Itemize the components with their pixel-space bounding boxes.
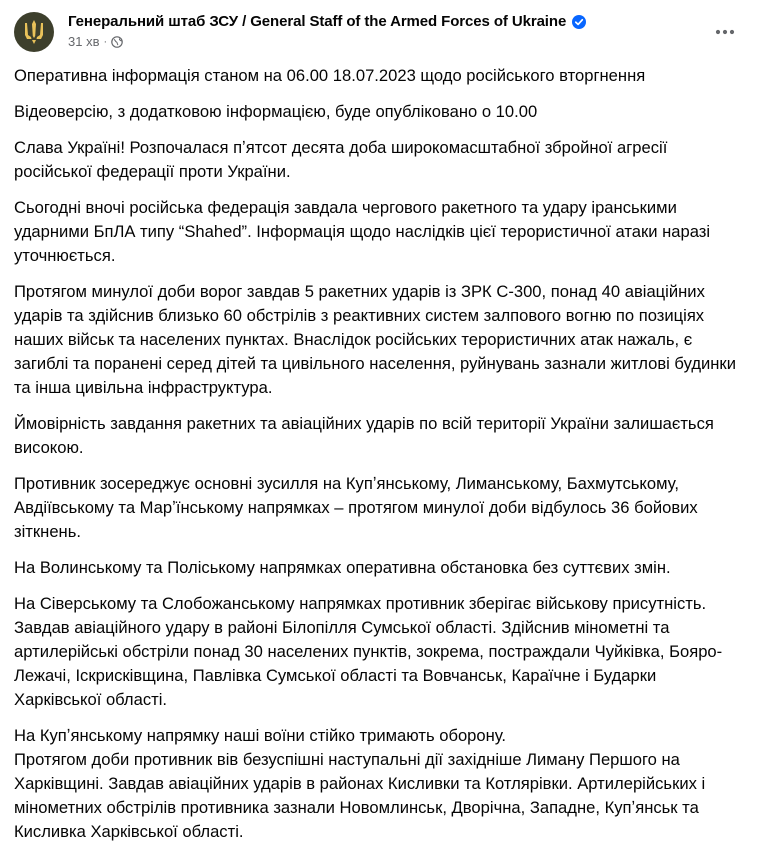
post-paragraph-kupiansk: На Купʼянському напрямку наші воїни стійко тримають оборону. [14,726,507,745]
post-paragraph-attack: Сьогодні вночі російська федерація завдала чергового ракетного та удару іранськими ударними БпЛА типу “Shahed”. Інформація щодо наслідків цієї терористичної атаки наразі уточнюється. [14,198,711,265]
post-paragraph-volyn: На Волинському та Поліському напрямках оперативна обстановка без суттєвих змін. [14,558,671,577]
post-paragraph-kupiansk-details: Протягом доби противник вів безуспішні наступальні дії західніше Лиману Першого на Харківщині. Завдав авіаційних ударів в районах Кисливки та Котлярівки. Артилерійських і мінометних обстрілів противника зазнали Новомлинськ, Дворічна, Западне, Купʼянськ та Кисливка Харківської області. [14,750,706,841]
post-header [14,12,743,56]
post-timestamp[interactable]: 31 хв [68,34,100,49]
post-paragraph-siversk: На Сіверському та Слобожанському напрямках противник зберігає військову присутність. Завдав авіаційного удару в районі Білопілля Сумської області. Здійснив мінометні та артилерійські обстріли понад 30 населених пунктів, зокрема, постраждали Чуйківка, Бояро-Лежачі, Іскрисківщина, Павлівка Сумської області та Вовчанськ, Караїчне і Бударки Харківської області. [14,594,723,709]
post-meta [68,34,586,49]
verified-badge-icon [572,15,586,29]
post-paragraph-threat: Ймовірність завдання ракетних та авіаційних ударів по всій території України залишається високою. [14,414,714,457]
page-avatar[interactable] [14,12,54,52]
more-options-button[interactable] [707,18,743,46]
post-paragraph-intro: Слава Україні! Розпочалася пʼятсот десята доба широкомасштабної збройної агресії російської федерації проти України. [14,138,668,181]
post-paragraph-title: Оперативна інформація станом на 06.00 18.07.2023 щодо російського вторгнення [14,66,646,85]
author-name-link[interactable]: Генеральний штаб ЗСУ / General Staff of the Armed Forces of Ukraine [68,13,567,30]
more-options-icon [715,29,735,35]
post-paragraph-directions: Противник зосереджує основні зусилля на Купʼянському, Лиманському, Бахмутському, Авдіївському та Марʼїнському напрямках – протягом минулої доби відбулось 36 бойових зіткнень. [14,474,698,541]
author-block [68,13,586,49]
meta-separator: · [103,35,108,48]
post-paragraph-strikes: Протягом минулої доби ворог завдав 5 ракетних ударів із ЗРК С-300, понад 40 авіаційних ударів та здійснив близько 60 обстрілів з реактивних систем залпового вогню по позиціях наших військ та населених пунктах. Внаслідок російських терористичних атак нажаль, є загиблі та поранені серед дітей та цивільного населення, руйнувань зазнали житлові будинки та інша цивільна інфраструктура. [14,282,736,397]
post-body [14,64,739,856]
globe-icon[interactable] [111,36,123,48]
tryzub-emblem-icon [23,19,45,45]
post-paragraph-video: Відеоверсію, з додатковою інформацією, буде опубліковано о 10.00 [14,102,538,121]
